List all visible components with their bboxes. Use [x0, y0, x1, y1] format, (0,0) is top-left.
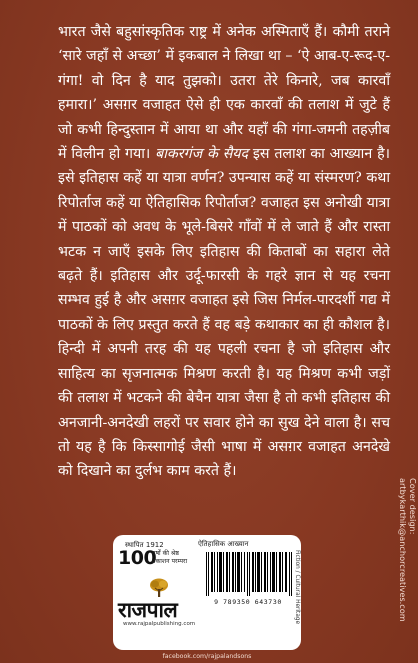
blurb-text [58, 20, 390, 484]
publisher-website[interactable]: www.rajpalpublishing.com [123, 621, 196, 627]
cover-credit-email: artbykarthik@anchorcreatives.com [398, 478, 408, 622]
blurb-part-1: भारत जैसे बहुसांस्कृतिक राष्ट्र में अनेक अस्मिताएँ हैं। कौमी तराने ‘सारे जहाँ से अच्छा’ में इकबाल ने लिखा था – ‘ऐ आब-ए-रूद-ए-गंगा! वो दिन है याद तुझको। उतरा तेरे किनारे, जब कारवाँ हमारा।’ असग़र वजाहत ऐसे ही एक कारवाँ की तलाश में जुटे हैं जो कभी हिन्दुस्तान में आया था और यहाँ की गंगा-जमनी तहज़ीब में विलीन हो गया। [58, 24, 390, 163]
cover-credit [398, 478, 418, 658]
social-link[interactable]: facebook.com/rajpalandsons [162, 653, 252, 660]
years-number: 100 [118, 547, 157, 569]
years-tagline: वर्षों की श्रेष्ठ प्रकाशन परम्परा [152, 550, 188, 565]
cover-credit-label: Cover design: [408, 478, 418, 535]
isbn-number: 9 789350 643730 [214, 598, 282, 606]
barcode [204, 552, 294, 596]
blurb-part-2: इस तलाश का आख्यान है। इसे इतिहास कहें या यात्रा वर्णन? उपन्यास कहें या संस्मरण? कथा रिपोर्ताज कहें या ऐतिहासिक रिपोर्ताज? वजाहत इस अनोखी यात्रा में पाठकों को अवध के भूले-बिसरे गाँवों में ले जाते हैं और रास्ता भटक न जाएँ इसके लिए इतिहास की किताबों का सहारा लेते बढ़ते हैं। इतिहास और उर्दू-फारसी के गहरे ज्ञान से यह रचना सम्भव हुई है और असग़र वजाहत इसे जिस निर्मल-पारदर्शी गद्य में पाठकों के लिए प्रस्तुत करते हैं वह बड़े कथाकार का ही कौशल है। हिन्दी में अपनी तरह की यह पहली रचना है जो इतिहास और साहित्य का सृजनात्मक मिश्रण करती है। यह मिश्रण कभी जड़ों की तलाश में भटकने की बेचैन यात्रा जैसा है तो कभी इतिहास की अनजानी-अनदेखी लहरों पर सवार होने का सुख देने वाला है। सच तो यह है कि किस्सागोई जैसी भाषा में असग़र वजाहत अनदेखे को दिखाने का दुर्लभ काम करते हैं। [58, 146, 390, 480]
publisher-logo-text: राजपाल [118, 598, 178, 622]
established-text: स्थापित 1912 [125, 541, 164, 549]
book-title-inline: बाकरगंज के सैयद [155, 146, 249, 163]
genre-label: ऐतिहासिक आख्यान [198, 540, 249, 548]
category-label: Fiction / Cultural Heritage [294, 550, 300, 625]
tree-logo-icon [148, 578, 170, 598]
